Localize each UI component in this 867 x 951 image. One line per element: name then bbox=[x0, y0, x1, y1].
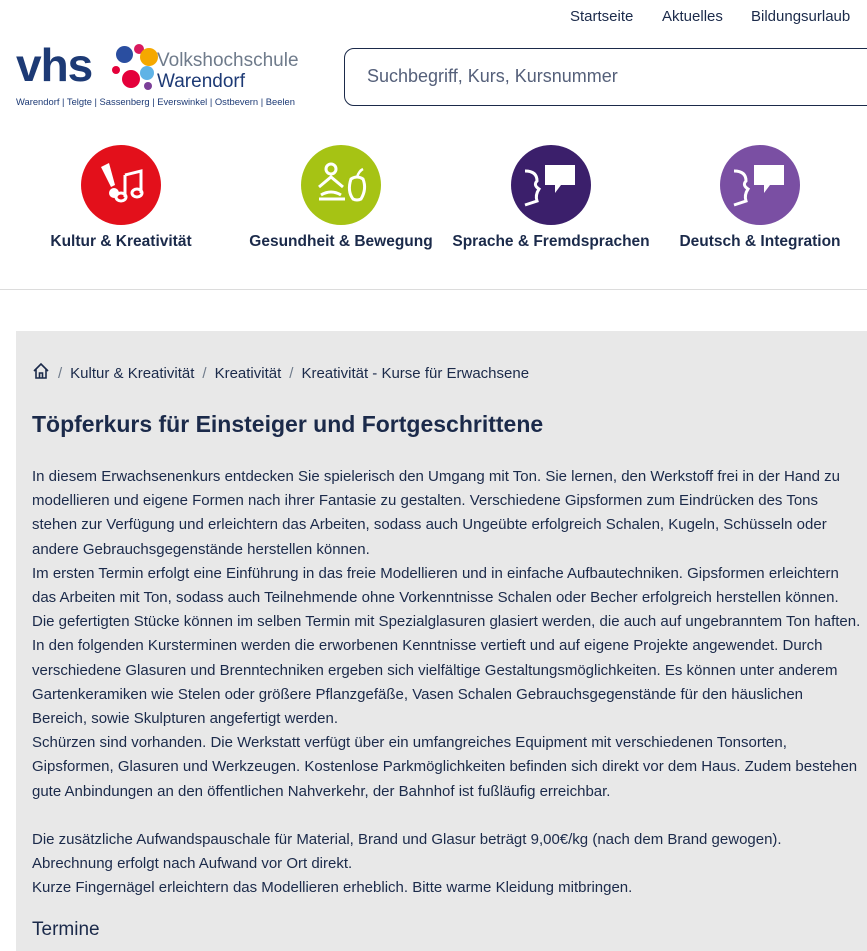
breadcrumb bbox=[32, 362, 529, 384]
logo-dot-icon bbox=[140, 66, 154, 80]
home-icon[interactable] bbox=[32, 362, 50, 384]
breadcrumb-item[interactable]: Kreativität - Kurse für Erwachsene bbox=[301, 365, 530, 382]
logo-dot-icon bbox=[140, 48, 158, 66]
course-description bbox=[32, 465, 862, 900]
breadcrumb-item[interactable]: Kultur & Kreativität bbox=[70, 365, 195, 382]
description-paragraph: Im ersten Termin erfolgt eine Einführung in das freie Modellieren und in einfache Aufbautechniken. Gipsformen erleichtern das Arbeiten mit Ton, sodass auch Teilnehmende ohne Vorkenntnisse Schalen oder Becher erfolgreich herstellen können. Die gefertigten Stücke können im selben Termin mit Spezialglasuren glasiert werden, die auch auf ungebranntem Ton haften. In den folgenden Kursterminen werden die erworbenen Kenntnisse vertieft und auf eigene Projekte angewendet. Durch verschiedene Glasuren und Brenntechniken ergeben sich vielfältige Gestaltungsmöglichkeiten. Es können unter anderem Gartenkeramiken wie Stelen oder größere Pflanzgefäße, Vasen Schalen Gebrauchsgegenstände für den häuslichen Bereich, sowie Skulpturen angefertigt werden. bbox=[32, 564, 861, 728]
breadcrumb-separator: / bbox=[289, 365, 294, 382]
breadcrumb-separator: / bbox=[58, 365, 63, 382]
logo-name: Volkshochschule Warendorf bbox=[157, 50, 299, 92]
speech-bubble-icon bbox=[720, 145, 800, 225]
category-deutsch-integration[interactable] bbox=[660, 145, 860, 253]
nav-link-aktuelles[interactable]: Aktuelles bbox=[662, 8, 723, 25]
logo-mark: vhs bbox=[16, 39, 93, 91]
category-label: Sprache & Fremdsprachen bbox=[452, 233, 650, 250]
description-paragraph: Schürzen sind vorhanden. Die Werkstatt verfügt über ein umfangreiches Equipment mit verschiedenen Tonsorten, Gipsformen, Glasuren und Werkzeugen. Kostenlose Parkmöglichkeiten befinden sich direkt vor dem Haus. Zudem bestehen gute Anbindungen an den öffentlichen Nahverkehr, der Bahnhof ist fußläufig erreichbar. bbox=[32, 734, 858, 800]
logo-dot-icon bbox=[144, 82, 152, 90]
header-divider bbox=[0, 289, 867, 290]
search-box bbox=[344, 48, 867, 106]
description-paragraph: In diesem Erwachsenenkurs entdecken Sie spielerisch den Umgang mit Ton. Sie lernen, den Werkstoff frei in der Hand zu modellieren und eigene Formen nach ihrer Fantasie zu gestalten. Verschiedene Gipsformen zum Eindrücken des Tons stehen zur Verfügung und erleichtern das Arbeiten, sodass auch Ungeübte erfolgreich Schalen, Kugeln, Schüsseln oder andere Gebrauchsgegenstände herstellen können. bbox=[32, 468, 840, 558]
page-title: Töpferkurs für Einsteiger und Fortgeschrittene bbox=[32, 411, 544, 437]
category-gesundheit-bewegung[interactable] bbox=[241, 145, 441, 253]
search-input[interactable] bbox=[365, 65, 849, 88]
section-heading-termine: Termine bbox=[32, 919, 100, 940]
speech-bubble-icon bbox=[511, 145, 591, 225]
description-paragraph: Die zusätzliche Aufwandspauschale für Material, Brand und Glasur beträgt 9,00€/kg (nach dem Brand gewogen). Abrechnung erfolgt nach Aufwand vor Ort direkt. bbox=[32, 830, 782, 873]
logo-places: Warendorf | Telgte | Sassenberg | Everswinkel | Ostbevern | Beelen bbox=[16, 96, 295, 107]
logo-dot-icon bbox=[112, 66, 120, 74]
yoga-apple-icon bbox=[301, 145, 381, 225]
breadcrumb-separator: / bbox=[202, 365, 207, 382]
top-navigation bbox=[0, 8, 867, 28]
logo-dot-icon bbox=[122, 70, 140, 88]
category-label: Deutsch & Integration bbox=[679, 233, 841, 250]
category-kultur-kreativitaet[interactable] bbox=[21, 145, 221, 253]
nav-link-bildungsurlaub[interactable]: Bildungsurlaub bbox=[751, 8, 851, 25]
course-detail-panel bbox=[16, 331, 867, 951]
breadcrumb-item[interactable]: Kreativität bbox=[214, 365, 282, 382]
category-label: Gesundheit & Bewegung bbox=[249, 233, 433, 250]
description-paragraph: Kurze Fingernägel erleichtern das Modellieren erheblich. Bitte warme Kleidung mitbringen. bbox=[32, 879, 633, 897]
nav-link-startseite[interactable]: Startseite bbox=[570, 8, 634, 25]
vhs-logo[interactable] bbox=[16, 39, 306, 110]
paint-music-icon bbox=[81, 145, 161, 225]
category-sprache-fremdsprachen[interactable] bbox=[451, 145, 651, 253]
logo-dot-icon bbox=[116, 46, 133, 63]
category-label: Kultur & Kreativität bbox=[50, 233, 192, 250]
